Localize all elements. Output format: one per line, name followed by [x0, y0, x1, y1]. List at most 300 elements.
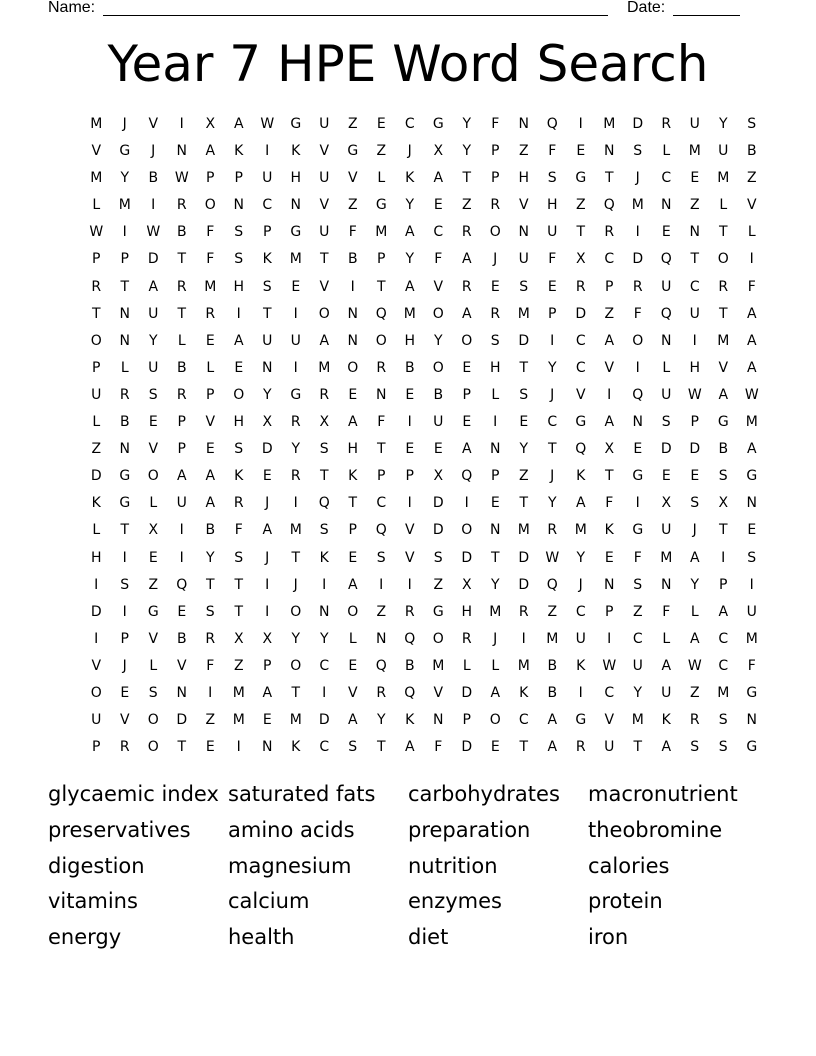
grid-letter[interactable]: A [746, 305, 757, 322]
grid-letter[interactable]: S [120, 576, 130, 593]
grid-letter[interactable]: O [204, 197, 216, 214]
grid-letter[interactable]: C [604, 684, 615, 701]
grid-letter[interactable]: I [179, 522, 184, 539]
grid-letter[interactable]: L [149, 657, 158, 674]
grid-letter[interactable]: A [404, 224, 415, 241]
grid-letter[interactable]: Q [176, 576, 188, 593]
grid-letter[interactable]: I [265, 576, 270, 593]
grid-letter[interactable]: N [176, 143, 187, 160]
grid-letter[interactable]: D [632, 116, 644, 132]
grid-letter[interactable]: Q [660, 251, 672, 268]
grid-letter[interactable]: T [718, 522, 728, 539]
grid-letter[interactable]: V [91, 143, 102, 160]
grid-letter[interactable]: P [120, 630, 129, 647]
grid-letter[interactable]: S [234, 549, 244, 566]
grid-letter[interactable]: Q [404, 684, 416, 701]
grid-letter[interactable]: V [575, 386, 586, 403]
grid-letter[interactable]: U [661, 522, 672, 539]
grid-letter[interactable]: L [348, 630, 357, 647]
grid-letter[interactable]: N [746, 712, 757, 729]
grid-letter[interactable]: Z [347, 197, 358, 214]
grid-letter[interactable]: L [662, 359, 671, 376]
grid-letter[interactable]: R [290, 468, 301, 485]
grid-letter[interactable]: X [262, 414, 273, 431]
grid-letter[interactable]: M [90, 116, 103, 132]
grid-letter[interactable]: U [148, 359, 159, 376]
grid-letter[interactable]: R [689, 712, 700, 729]
grid-letter[interactable]: E [490, 739, 500, 756]
grid-letter[interactable]: U [518, 251, 529, 268]
grid-letter[interactable]: M [745, 630, 758, 647]
grid-letter[interactable]: F [747, 278, 756, 295]
grid-letter[interactable]: G [290, 116, 302, 132]
grid-letter[interactable]: F [633, 305, 642, 322]
grid-letter[interactable]: T [291, 684, 301, 701]
grid-letter[interactable]: T [519, 739, 529, 756]
grid-letter[interactable]: V [205, 414, 216, 431]
grid-letter[interactable]: A [575, 495, 586, 512]
grid-letter[interactable]: I [607, 386, 612, 403]
grid-letter[interactable]: N [490, 522, 501, 539]
grid-letter[interactable]: C [547, 414, 558, 431]
grid-letter[interactable]: V [347, 170, 358, 187]
grid-letter[interactable]: O [147, 712, 159, 729]
grid-letter[interactable]: M [546, 630, 559, 647]
grid-letter[interactable]: F [747, 657, 756, 674]
grid-letter[interactable]: R [376, 684, 387, 701]
grid-letter[interactable]: V [148, 116, 159, 132]
grid-letter[interactable]: M [403, 305, 416, 322]
grid-letter[interactable]: F [206, 224, 215, 241]
grid-letter[interactable]: I [635, 224, 640, 241]
grid-letter[interactable]: S [148, 684, 158, 701]
grid-letter[interactable]: F [348, 224, 357, 241]
grid-letter[interactable]: R [461, 224, 472, 241]
grid-letter[interactable]: C [433, 224, 444, 241]
grid-letter[interactable]: L [206, 359, 215, 376]
grid-letter[interactable]: L [747, 224, 756, 241]
grid-letter[interactable]: K [234, 468, 244, 485]
grid-letter[interactable]: Z [433, 576, 444, 593]
grid-letter[interactable]: R [119, 386, 130, 403]
grid-letter[interactable]: G [575, 414, 587, 431]
grid-letter[interactable]: J [265, 495, 270, 512]
grid-letter[interactable]: B [404, 359, 415, 376]
grid-letter[interactable]: O [375, 332, 387, 349]
grid-letter[interactable]: R [490, 305, 501, 322]
grid-letter[interactable]: V [433, 684, 444, 701]
grid-letter[interactable]: Z [689, 197, 700, 214]
grid-letter[interactable]: Z [547, 603, 558, 620]
grid-letter[interactable]: B [176, 224, 187, 241]
grid-letter[interactable]: M [204, 278, 217, 295]
grid-letter[interactable]: Y [205, 549, 215, 566]
grid-letter[interactable]: B [404, 657, 415, 674]
grid-letter[interactable]: J [265, 549, 270, 566]
grid-letter[interactable]: X [433, 143, 444, 160]
grid-letter[interactable]: I [550, 332, 555, 349]
grid-letter[interactable]: X [461, 576, 472, 593]
grid-letter[interactable]: E [633, 441, 643, 458]
grid-letter[interactable]: M [289, 712, 302, 729]
grid-letter[interactable]: D [90, 603, 102, 620]
grid-letter[interactable]: I [179, 116, 184, 132]
grid-letter[interactable]: V [176, 657, 187, 674]
grid-letter[interactable]: I [607, 630, 612, 647]
grid-letter[interactable]: E [604, 549, 614, 566]
grid-letter[interactable]: V [319, 143, 330, 160]
grid-letter[interactable]: E [661, 468, 671, 485]
grid-letter[interactable]: I [265, 143, 270, 160]
grid-letter[interactable]: N [661, 197, 672, 214]
grid-letter[interactable]: N [661, 576, 672, 593]
grid-letter[interactable]: I [208, 684, 213, 701]
grid-letter[interactable]: S [433, 549, 443, 566]
grid-letter[interactable]: T [177, 251, 187, 268]
grid-letter[interactable]: U [262, 170, 273, 187]
grid-letter[interactable]: J [578, 576, 583, 593]
grid-letter[interactable]: N [347, 332, 358, 349]
grid-letter[interactable]: E [234, 359, 244, 376]
grid-letter[interactable]: I [122, 224, 127, 241]
grid-letter[interactable]: G [746, 684, 758, 701]
grid-letter[interactable]: X [262, 630, 273, 647]
grid-letter[interactable]: R [119, 739, 130, 756]
grid-letter[interactable]: B [547, 657, 558, 674]
grid-letter[interactable]: F [377, 414, 386, 431]
grid-letter[interactable]: M [517, 305, 530, 322]
grid-letter[interactable]: I [578, 684, 583, 701]
grid-letter[interactable]: Y [490, 576, 500, 593]
grid-letter[interactable]: I [265, 603, 270, 620]
grid-letter[interactable]: E [148, 549, 158, 566]
grid-letter[interactable]: M [489, 603, 502, 620]
grid-letter[interactable]: D [147, 251, 159, 268]
grid-letter[interactable]: T [91, 305, 101, 322]
grid-letter[interactable]: I [236, 305, 241, 322]
grid-letter[interactable]: N [518, 224, 529, 241]
grid-letter[interactable]: F [662, 603, 671, 620]
grid-letter[interactable]: R [376, 359, 387, 376]
grid-letter[interactable]: B [176, 359, 187, 376]
grid-letter[interactable]: M [432, 657, 445, 674]
grid-letter[interactable]: N [604, 143, 615, 160]
grid-letter[interactable]: R [205, 305, 216, 322]
grid-letter[interactable]: K [262, 251, 272, 268]
grid-letter[interactable]: G [119, 143, 131, 160]
grid-letter[interactable]: Z [347, 116, 358, 132]
grid-letter[interactable]: A [746, 332, 757, 349]
grid-letter[interactable]: F [206, 251, 215, 268]
grid-letter[interactable]: P [491, 143, 500, 160]
grid-letter[interactable]: R [632, 278, 643, 295]
grid-letter[interactable]: I [350, 278, 355, 295]
grid-letter[interactable]: Y [148, 332, 158, 349]
grid-letter[interactable]: S [262, 278, 272, 295]
grid-letter[interactable]: K [576, 657, 586, 674]
grid-letter[interactable]: B [718, 441, 729, 458]
grid-letter[interactable]: M [717, 332, 730, 349]
grid-letter[interactable]: Z [461, 197, 472, 214]
grid-letter[interactable]: G [575, 712, 587, 729]
grid-letter[interactable]: N [376, 386, 387, 403]
grid-letter[interactable]: E [547, 278, 557, 295]
grid-letter[interactable]: L [377, 170, 386, 187]
grid-letter[interactable]: C [661, 170, 672, 187]
grid-letter[interactable]: A [176, 468, 187, 485]
grid-letter[interactable]: P [177, 441, 186, 458]
grid-letter[interactable]: R [547, 522, 558, 539]
name-field[interactable] [103, 15, 608, 16]
grid-letter[interactable]: D [632, 251, 644, 268]
grid-letter[interactable]: S [718, 712, 728, 729]
grid-letter[interactable]: V [347, 684, 358, 701]
grid-letter[interactable]: Y [291, 441, 301, 458]
grid-letter[interactable]: U [718, 143, 729, 160]
grid-letter[interactable]: P [206, 170, 215, 187]
grid-letter[interactable]: O [290, 657, 302, 674]
grid-letter[interactable]: Y [120, 170, 130, 187]
grid-letter[interactable]: I [749, 251, 754, 268]
grid-letter[interactable]: O [461, 522, 473, 539]
grid-letter[interactable]: O [347, 603, 359, 620]
grid-letter[interactable]: A [148, 278, 159, 295]
grid-letter[interactable]: Q [404, 630, 416, 647]
grid-letter[interactable]: G [432, 603, 444, 620]
grid-letter[interactable]: O [489, 224, 501, 241]
grid-letter[interactable]: N [119, 441, 130, 458]
grid-letter[interactable]: F [434, 251, 443, 268]
grid-letter[interactable]: T [376, 278, 386, 295]
grid-letter[interactable]: G [119, 495, 131, 512]
grid-letter[interactable]: E [433, 197, 443, 214]
grid-letter[interactable]: Z [518, 143, 529, 160]
grid-letter[interactable]: V [746, 197, 757, 214]
grid-letter[interactable]: A [433, 170, 444, 187]
grid-letter[interactable]: X [148, 522, 159, 539]
grid-letter[interactable]: I [635, 359, 640, 376]
grid-letter[interactable]: C [575, 332, 586, 349]
grid-letter[interactable]: G [575, 170, 587, 187]
grid-letter[interactable]: I [293, 305, 298, 322]
grid-letter[interactable]: Y [433, 332, 443, 349]
grid-letter[interactable]: R [575, 278, 586, 295]
grid-letter[interactable]: I [293, 495, 298, 512]
grid-letter[interactable]: M [318, 359, 331, 376]
grid-letter[interactable]: A [233, 332, 244, 349]
grid-letter[interactable]: D [461, 549, 473, 566]
grid-letter[interactable]: N [347, 305, 358, 322]
grid-letter[interactable]: J [550, 468, 555, 485]
grid-letter[interactable]: S [376, 549, 386, 566]
grid-letter[interactable]: N [262, 359, 273, 376]
grid-letter[interactable]: C [319, 657, 330, 674]
grid-letter[interactable]: D [518, 549, 530, 566]
grid-letter[interactable]: S [718, 739, 728, 756]
grid-letter[interactable]: Z [689, 684, 700, 701]
grid-letter[interactable]: Q [632, 386, 644, 403]
grid-letter[interactable]: R [461, 278, 472, 295]
grid-letter[interactable]: O [717, 251, 729, 268]
grid-letter[interactable]: B [746, 143, 757, 160]
grid-letter[interactable]: A [661, 739, 672, 756]
grid-letter[interactable]: M [232, 684, 245, 701]
grid-letter[interactable]: L [662, 630, 671, 647]
grid-letter[interactable]: D [660, 441, 672, 458]
grid-letter[interactable]: S [148, 386, 158, 403]
grid-letter[interactable]: T [462, 170, 472, 187]
grid-letter[interactable]: Q [603, 197, 615, 214]
grid-letter[interactable]: U [148, 305, 159, 322]
grid-letter[interactable]: J [493, 630, 498, 647]
grid-letter[interactable]: M [574, 522, 587, 539]
grid-letter[interactable]: I [407, 576, 412, 593]
grid-letter[interactable]: A [661, 657, 672, 674]
grid-letter[interactable]: A [746, 441, 757, 458]
grid-letter[interactable]: N [490, 441, 501, 458]
grid-letter[interactable]: I [94, 576, 99, 593]
grid-letter[interactable]: O [147, 739, 159, 756]
grid-letter[interactable]: E [462, 414, 472, 431]
grid-letter[interactable]: R [290, 414, 301, 431]
grid-letter[interactable]: T [519, 359, 529, 376]
grid-letter[interactable]: E [690, 170, 700, 187]
grid-letter[interactable]: C [575, 359, 586, 376]
grid-letter[interactable]: A [319, 332, 330, 349]
grid-letter[interactable]: N [376, 630, 387, 647]
grid-letter[interactable]: K [234, 143, 244, 160]
grid-letter[interactable]: T [376, 441, 386, 458]
grid-letter[interactable]: S [490, 332, 500, 349]
grid-letter[interactable]: J [692, 522, 697, 539]
grid-letter[interactable]: I [464, 495, 469, 512]
grid-letter[interactable]: M [118, 197, 131, 214]
grid-letter[interactable]: F [633, 549, 642, 566]
grid-letter[interactable]: U [319, 170, 330, 187]
grid-letter[interactable]: E [405, 441, 415, 458]
grid-letter[interactable]: D [461, 739, 473, 756]
grid-letter[interactable]: I [122, 603, 127, 620]
grid-letter[interactable]: L [92, 414, 101, 431]
grid-letter[interactable]: R [661, 116, 672, 132]
grid-letter[interactable]: X [205, 116, 216, 132]
grid-letter[interactable]: I [236, 739, 241, 756]
grid-letter[interactable]: Y [547, 359, 557, 376]
grid-letter[interactable]: Z [518, 468, 529, 485]
grid-letter[interactable]: P [263, 224, 272, 241]
grid-letter[interactable]: T [519, 495, 529, 512]
grid-letter[interactable]: C [376, 495, 387, 512]
grid-letter[interactable]: E [262, 468, 272, 485]
grid-letter[interactable]: R [205, 630, 216, 647]
grid-letter[interactable]: K [661, 712, 671, 729]
grid-letter[interactable]: L [491, 386, 500, 403]
grid-letter[interactable]: I [578, 116, 583, 132]
grid-letter[interactable]: P [462, 386, 471, 403]
grid-letter[interactable]: K [576, 468, 586, 485]
grid-letter[interactable]: J [493, 251, 498, 268]
grid-letter[interactable]: T [262, 305, 272, 322]
grid-letter[interactable]: O [90, 332, 102, 349]
grid-letter[interactable]: P [377, 251, 386, 268]
grid-letter[interactable]: G [347, 143, 359, 160]
grid-letter[interactable]: N [433, 712, 444, 729]
grid-letter[interactable]: I [749, 576, 754, 593]
grid-letter[interactable]: C [575, 603, 586, 620]
grid-letter[interactable]: T [490, 549, 500, 566]
grid-letter[interactable]: H [233, 414, 245, 431]
grid-letter[interactable]: W [687, 386, 702, 403]
grid-letter[interactable]: G [632, 522, 644, 539]
grid-letter[interactable]: Y [291, 630, 301, 647]
grid-letter[interactable]: M [603, 116, 616, 132]
grid-letter[interactable]: Q [375, 522, 387, 539]
grid-letter[interactable]: S [690, 495, 700, 512]
grid-letter[interactable]: Q [575, 441, 587, 458]
grid-letter[interactable]: M [631, 197, 644, 214]
grid-letter[interactable]: H [518, 170, 530, 187]
grid-letter[interactable]: M [289, 522, 302, 539]
grid-letter[interactable]: S [234, 441, 244, 458]
grid-letter[interactable]: M [517, 522, 530, 539]
grid-letter[interactable]: P [491, 170, 500, 187]
grid-letter[interactable]: O [461, 332, 473, 349]
grid-letter[interactable]: G [147, 603, 159, 620]
grid-letter[interactable]: K [291, 739, 301, 756]
grid-letter[interactable]: A [205, 468, 216, 485]
grid-letter[interactable]: E [747, 522, 757, 539]
grid-letter[interactable]: P [348, 522, 357, 539]
grid-letter[interactable]: B [119, 414, 130, 431]
grid-letter[interactable]: I [692, 332, 697, 349]
grid-letter[interactable]: C [518, 712, 529, 729]
grid-letter[interactable]: K [405, 712, 415, 729]
grid-letter[interactable]: G [432, 116, 444, 132]
grid-letter[interactable]: G [290, 224, 302, 241]
grid-letter[interactable]: X [319, 414, 330, 431]
grid-letter[interactable]: V [91, 657, 102, 674]
grid-letter[interactable]: Y [405, 197, 415, 214]
grid-letter[interactable]: N [319, 603, 330, 620]
grid-letter[interactable]: O [147, 468, 159, 485]
grid-letter[interactable]: M [717, 684, 730, 701]
grid-letter[interactable]: F [548, 251, 557, 268]
grid-letter[interactable]: X [575, 251, 586, 268]
grid-letter[interactable]: D [432, 495, 444, 512]
grid-letter[interactable]: N [518, 116, 529, 132]
grid-letter[interactable]: U [689, 116, 700, 132]
grid-letter[interactable]: T [177, 305, 187, 322]
grid-letter[interactable]: Z [205, 712, 216, 729]
grid-letter[interactable]: W [602, 657, 617, 674]
grid-letter[interactable]: Y [718, 116, 728, 132]
grid-letter[interactable]: D [461, 684, 473, 701]
grid-letter[interactable]: M [660, 549, 673, 566]
grid-letter[interactable]: N [119, 332, 130, 349]
grid-letter[interactable]: A [461, 305, 472, 322]
grid-letter[interactable]: T [718, 224, 728, 241]
grid-letter[interactable]: S [547, 170, 557, 187]
grid-letter[interactable]: U [661, 684, 672, 701]
grid-letter[interactable]: V [604, 359, 615, 376]
grid-letter[interactable]: T [576, 224, 586, 241]
grid-letter[interactable]: N [604, 576, 615, 593]
grid-letter[interactable]: P [548, 305, 557, 322]
grid-letter[interactable]: E [661, 224, 671, 241]
grid-letter[interactable]: C [404, 116, 415, 132]
grid-letter[interactable]: F [491, 116, 500, 132]
grid-letter[interactable]: A [205, 143, 216, 160]
